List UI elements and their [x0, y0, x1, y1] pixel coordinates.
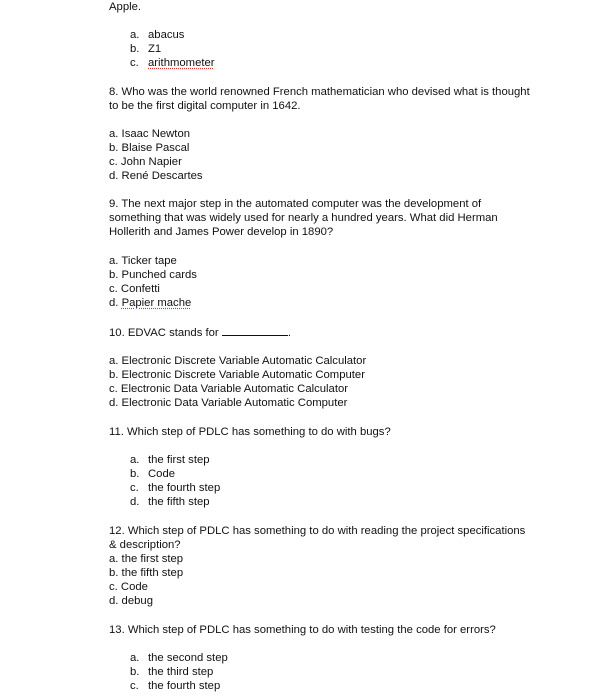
question-11-text: 11. Which step of PDLC has something to do with bugs?: [109, 426, 391, 438]
q11-option-c: the fourth step: [148, 482, 221, 494]
option-text-spellcheck: Papier mache: [121, 297, 192, 309]
option-letter: c.: [130, 482, 139, 494]
q13-option-a: the second step: [148, 652, 228, 664]
question-9-text-cont: something that was widely used for nearly a hundred years. What did Herman: [109, 212, 498, 224]
q12-option-a: a. the first step: [109, 553, 184, 565]
q11-option-b: Code: [148, 468, 176, 480]
q13-option-c: the fourth step: [148, 680, 221, 692]
q8-option-a: a. Isaac Newton: [109, 128, 191, 140]
question-13-text: 13. Which step of PDLC has something to do with testing the code for errors?: [109, 624, 496, 636]
q9-option-c: c. Confetti: [109, 283, 160, 295]
question-8-text: 8. Who was the world renowned French mathematician who devised what is thought: [109, 86, 530, 98]
q11-option-a: the first step: [148, 454, 210, 466]
option-letter: b.: [130, 666, 140, 678]
question-10-prefix: 10. EDVAC stands for: [109, 327, 219, 339]
q10-option-b: b. Electronic Discrete Variable Automatic Computer: [109, 369, 365, 381]
question-8-text-cont: to be the first digital computer in 1642.: [109, 100, 301, 112]
fill-in-blank: [222, 325, 288, 336]
question-12-text: 12. Which step of PDLC has something to do with reading the project specifications: [109, 525, 526, 537]
q12-option-d: d. debug: [109, 595, 153, 607]
q8-option-c: c. John Napier: [109, 156, 182, 168]
q11-option-d: the fifth step: [148, 496, 210, 508]
option-c: [130, 56, 139, 70]
option-letter: a.: [130, 29, 140, 41]
option-text: Z1: [148, 43, 162, 55]
option-letter: a.: [130, 454, 140, 466]
question-12-text-cont: & description?: [109, 539, 181, 551]
option-letter: d.: [130, 496, 140, 508]
question-9-text: 9. The next major step in the automated computer was the development of: [109, 198, 482, 210]
option-text-spellcheck: arithmometer: [148, 57, 215, 69]
question-10-text: [109, 325, 291, 340]
option-letter: a.: [130, 652, 140, 664]
option-letter: b.: [130, 43, 140, 55]
q9-option-b: b. Punched cards: [109, 269, 197, 281]
q10-option-a: a. Electronic Discrete Variable Automatic Calculator: [109, 355, 367, 367]
option-a: [130, 28, 139, 42]
option-letter: b.: [130, 468, 140, 480]
q10-option-c: c. Electronic Data Variable Automatic Calculator: [109, 383, 349, 395]
option-text: abacus: [148, 29, 185, 41]
q13-option-b: the third step: [148, 666, 214, 678]
option-letter: c.: [130, 680, 139, 692]
option-letter: d.: [109, 297, 119, 309]
q8-option-d: d. René Descartes: [109, 170, 203, 182]
q8-option-b: b. Blaise Pascal: [109, 142, 190, 154]
q9-option-a: a. Ticker tape: [109, 255, 177, 267]
q12-option-c: c. Code: [109, 581, 148, 593]
q12-option-b: b. the fifth step: [109, 567, 184, 579]
question-9-text-cont: Hollerith and James Power develop in 1890?: [109, 226, 334, 238]
option-letter: c.: [130, 57, 139, 69]
previous-question-tail: Apple.: [109, 1, 142, 13]
q9-option-d: [109, 296, 191, 310]
option-b: [130, 42, 139, 56]
question-10-suffix: .: [287, 327, 291, 339]
q10-option-d: d. Electronic Data Variable Automatic Computer: [109, 397, 348, 409]
